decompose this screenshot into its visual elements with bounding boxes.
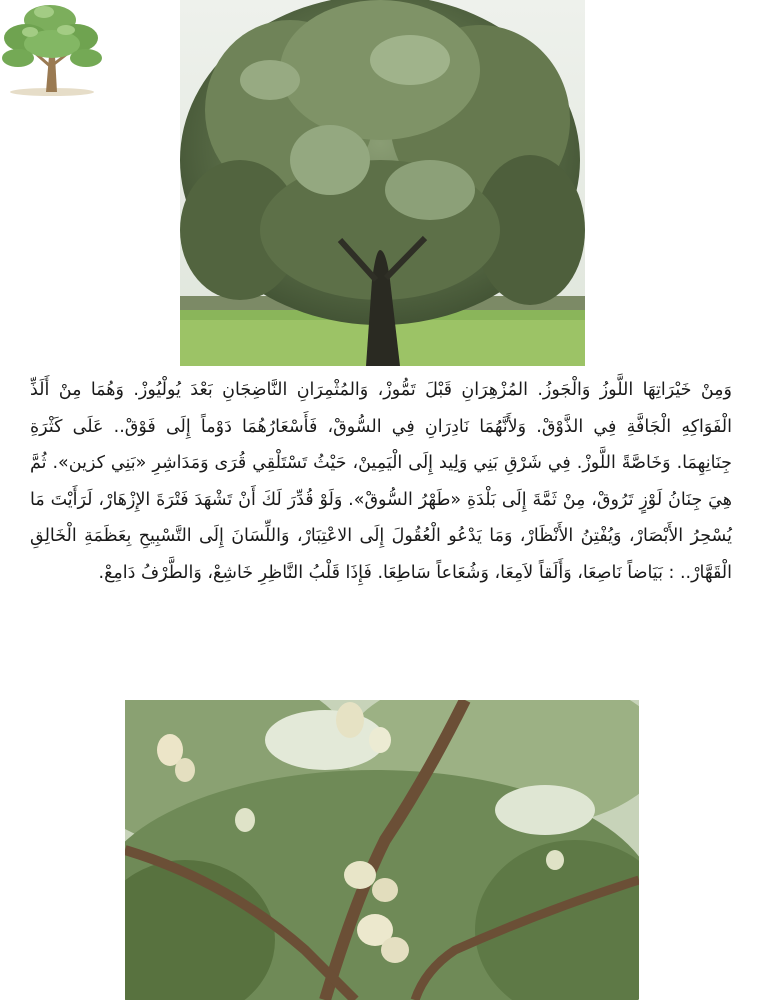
tree-logo [0,0,102,98]
article-body [30,372,732,591]
almond-branch-photo [125,700,639,1000]
tree-photo [180,0,585,366]
article-paragraph: وَمِنْ خَيْرَاتِهَا اللَّوزُ وَالْجَوزُ. المُزْهِرَانِ قَبْلَ تَمُّوزْ، وَالمُثْمِرَانِ النَّاضِجَانِ بَعْدَ يُولْيُوزْ. وَهُمَا مِنْ أَلَذِّ الْفَوَاكِهِ الْجَافَّةِ فِي الذَّوْقْ. وَلأَنَّهُمَا نَادِرَانِ فِي السُّوقْ، فَأَسْعَارُهُمَا دَوْماً إِلَى فَوْقْ.. عَلَى كَثْرَةِ جِنَانِهِمَا. وَخَاصَّةً اللَّوزْ. فِي شَرْقِ بَنِي وَلِيد إِلَى الْيَمِينْ، حَيْثُ تَسْتَلْقِي قُرَى وَمَدَاشِرِ «بَنِي كزين». ثُمَّ هِيَ جِنَانُ لَوْزٍ تَرُوقْ، مِنْ ثَمَّةَ إِلَى بَلْدَةِ «طَهْرُ السُّوقْ». وَلَوْ قُدِّرَ لَكَ أَنْ تَشْهَدَ فَتْرَةَ الإِزْهَارْ، لَرَأَيْتَ مَا يُسْحِرُ الأَبْصَارْ، وَيُفْتِنُ الأَنْظَارْ، وَمَا يَدْعُو الْعُقُولَ إِلَى الاعْتِبَارْ، وَاللِّسَانَ إِلَى التَّسْبِيحِ بِعَظَمَةِ الْخَالِقِ الْقَهَّارْ.. : بَيَاضاً نَاصِعَا، وَأَلَقاً لاَمِعَا، وَشُعَاعاً سَاطِعَا. فَإِذَا قَلْبُ النَّاظِرِ خَاشِعْ، وَالطَّرْفُ دَامِعْ. [30,380,732,583]
